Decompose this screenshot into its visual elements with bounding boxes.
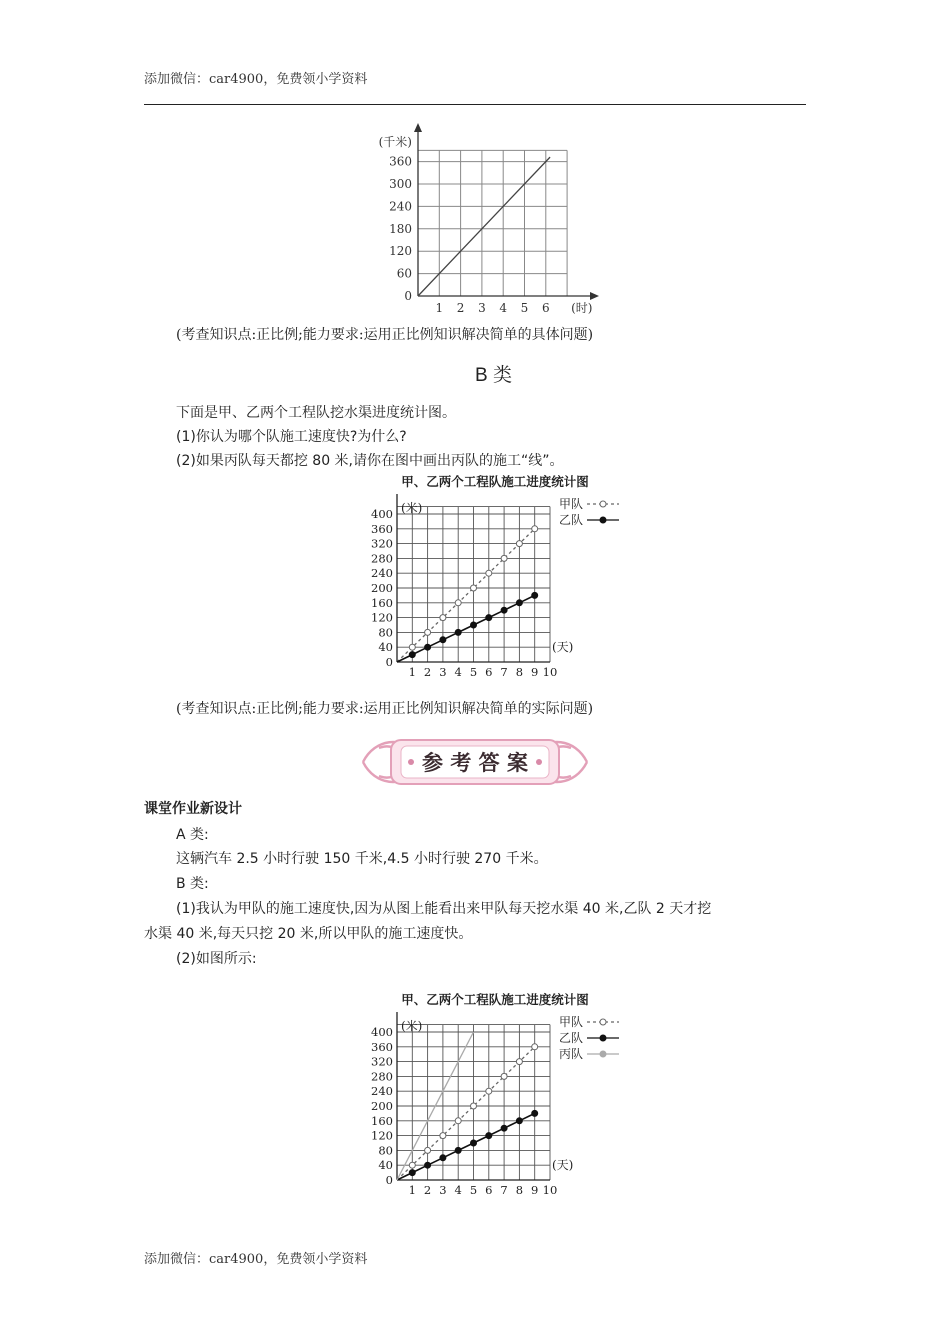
data-point-甲队: [532, 526, 538, 532]
y-tick-label: 360: [389, 154, 412, 169]
data-point-乙队: [471, 622, 477, 628]
data-point-甲队: [425, 1147, 431, 1153]
data-point-乙队: [455, 1147, 461, 1153]
legend-label: 甲队: [559, 1015, 584, 1029]
x-axis-label: (时): [571, 301, 593, 315]
data-point-甲队: [455, 1118, 461, 1124]
legend-marker: [600, 1051, 606, 1057]
x-tick-label: 2: [423, 1183, 432, 1197]
y-tick-label: 60: [396, 266, 412, 281]
x-tick-label: 1: [435, 301, 444, 315]
series-line-乙队: [397, 1113, 535, 1180]
y-tick-label: 160: [371, 1113, 393, 1128]
x-tick-label: 8: [515, 665, 524, 679]
data-point-甲队: [516, 1059, 522, 1065]
data-point-乙队: [455, 629, 461, 635]
x-tick-label: 6: [541, 301, 550, 315]
section-b-q2: (2)如果丙队每天都挖 80 米,请你在图中画出丙队的施工“线”。: [176, 453, 564, 469]
y-tick-label: 400: [371, 507, 393, 521]
y-tick-label: 120: [371, 610, 393, 625]
legend-label: 乙队: [559, 1031, 584, 1045]
y-tick-label: 120: [371, 1128, 393, 1143]
banner-dot-right: [536, 759, 542, 765]
x-tick-label: 5: [469, 1183, 478, 1197]
answers-b-label: B 类:: [176, 876, 209, 892]
chart-distance-time: [370, 120, 610, 320]
answer-banner: [355, 728, 595, 796]
y-tick-label: 80: [378, 625, 393, 640]
data-point-甲队: [425, 629, 431, 635]
x-tick-label: 6: [485, 665, 493, 679]
y-tick-label: 360: [371, 1039, 393, 1054]
y-tick-label: 400: [371, 1025, 393, 1039]
x-tick-label: 4: [499, 301, 508, 315]
x-tick-label: 9: [531, 1183, 539, 1197]
header-rule: [144, 104, 806, 105]
data-point-乙队: [532, 592, 538, 598]
x-tick-label: 4: [454, 1183, 462, 1197]
x-tick-label: 3: [478, 301, 486, 315]
data-point-甲队: [486, 570, 492, 576]
x-tick-label: 1: [408, 1183, 416, 1197]
data-point-乙队: [486, 1133, 492, 1139]
y-tick-label: 120: [389, 244, 412, 259]
data-point-乙队: [425, 1162, 431, 1168]
data-point-乙队: [440, 637, 446, 643]
x-axis-arrow: [590, 292, 599, 300]
y-tick-label: 240: [371, 1084, 393, 1099]
x-tick-label: 10: [542, 665, 558, 679]
banner-text: 参 考 答 案: [422, 750, 528, 775]
y-axis-label: (米): [401, 501, 423, 515]
legend-marker: [600, 1019, 606, 1025]
data-point-甲队: [440, 615, 446, 621]
section-b-q1: (1)你认为哪个队施工速度快?为什么?: [176, 429, 407, 445]
y-tick-label: 300: [389, 177, 412, 191]
y-tick-label: 320: [371, 536, 393, 551]
data-point-乙队: [501, 1125, 507, 1131]
answers-b1-line2: 水渠 40 米,每天只挖 20 米,所以甲队的施工速度快。: [144, 926, 473, 942]
data-point-甲队: [409, 1162, 415, 1168]
data-point-甲队: [532, 1044, 538, 1050]
y-tick-label: 280: [371, 1069, 393, 1084]
x-tick-label: 10: [542, 1183, 558, 1197]
y-tick-label: 200: [371, 1099, 393, 1113]
data-point-甲队: [440, 1133, 446, 1139]
data-point-乙队: [440, 1155, 446, 1161]
section-b-intro: 下面是甲、乙两个工程队挖水渠进度统计图。: [176, 405, 456, 421]
series-line-甲队: [397, 529, 535, 662]
data-point-甲队: [501, 1073, 507, 1079]
x-axis-label: (天): [552, 640, 574, 655]
x-tick-label: 7: [500, 1183, 508, 1197]
y-tick-label: 40: [378, 640, 393, 655]
footer-text: 添加微信：car4900，免费领小学资料: [144, 1252, 368, 1267]
data-point-乙队: [516, 600, 522, 606]
x-tick-label: 3: [439, 665, 447, 679]
y-tick-label: 160: [371, 595, 393, 610]
series-line: [418, 157, 550, 296]
x-tick-label: 4: [454, 665, 462, 679]
y-tick-label: 320: [371, 1054, 393, 1069]
x-tick-label: 2: [423, 665, 432, 679]
series-line-甲队: [397, 1047, 535, 1180]
y-tick-label: 0: [385, 655, 393, 669]
answers-title: 课堂作业新设计: [144, 801, 242, 817]
data-point-乙队: [409, 1170, 415, 1176]
legend-label: 甲队: [559, 497, 584, 511]
data-point-乙队: [516, 1118, 522, 1124]
note-2: (考查知识点:正比例;能力要求:运用正比例知识解决简单的实际问题): [176, 701, 594, 717]
x-tick-label: 3: [439, 1183, 447, 1197]
data-point-甲队: [501, 555, 507, 561]
data-point-甲队: [471, 585, 477, 591]
banner-dot-left: [408, 759, 414, 765]
x-tick-label: 9: [531, 665, 539, 679]
y-axis-arrow: [414, 123, 422, 132]
y-tick-label: 200: [371, 581, 393, 595]
data-point-乙队: [486, 615, 492, 621]
y-tick-label: 0: [404, 289, 412, 303]
answers-b2: (2)如图所示:: [176, 951, 257, 967]
legend-marker: [600, 517, 606, 523]
section-b-heading: B 类: [475, 365, 512, 386]
data-point-乙队: [501, 607, 507, 613]
x-tick-label: 8: [515, 1183, 524, 1197]
legend-label: 丙队: [559, 1047, 584, 1061]
header-text: 添加微信：car4900，免费领小学资料: [144, 72, 368, 87]
answers-b1-line1: (1)我认为甲队的施工速度快,因为从图上能看出来甲队每天挖水渠 40 米,乙队 2 天才挖: [176, 901, 712, 917]
note-1: (考查知识点:正比例;能力要求:运用正比例知识解决简单的具体问题): [176, 327, 594, 343]
x-axis-label: (天): [552, 1158, 574, 1173]
x-tick-label: 6: [485, 1183, 493, 1197]
answers-a-label: A 类:: [176, 827, 209, 843]
chart-progress-ab: [355, 472, 635, 684]
y-tick-label: 180: [389, 221, 412, 236]
legend-label: 乙队: [559, 513, 584, 527]
x-tick-label: 7: [500, 665, 508, 679]
legend-marker: [600, 501, 606, 507]
x-tick-label: 1: [408, 665, 416, 679]
y-tick-label: 240: [371, 566, 393, 581]
data-point-乙队: [471, 1140, 477, 1146]
data-point-甲队: [486, 1088, 492, 1094]
chart-progress-abc: [355, 990, 635, 1204]
y-tick-label: 240: [389, 199, 412, 214]
y-axis-label: (千米): [378, 135, 412, 149]
y-tick-label: 360: [371, 521, 393, 536]
data-point-甲队: [455, 600, 461, 606]
data-point-乙队: [409, 652, 415, 658]
y-tick-label: 0: [385, 1173, 393, 1187]
data-point-甲队: [516, 541, 522, 547]
data-point-乙队: [425, 644, 431, 650]
y-tick-label: 40: [378, 1158, 393, 1173]
y-tick-label: 280: [371, 551, 393, 566]
series-line-乙队: [397, 595, 535, 662]
chart-title: 甲、乙两个工程队施工进度统计图: [401, 474, 589, 489]
x-tick-label: 5: [520, 301, 529, 315]
chart-title: 甲、乙两个工程队施工进度统计图: [401, 992, 589, 1007]
x-tick-label: 2: [456, 301, 465, 315]
y-tick-label: 80: [378, 1143, 393, 1158]
data-point-乙队: [532, 1110, 538, 1116]
y-axis-label: (米): [401, 1019, 423, 1033]
data-point-甲队: [409, 644, 415, 650]
x-tick-label: 5: [469, 665, 478, 679]
answers-a-text: 这辆汽车 2.5 小时行驶 150 千米,4.5 小时行驶 270 千米。: [176, 851, 548, 867]
legend-marker: [600, 1035, 606, 1041]
data-point-甲队: [471, 1103, 477, 1109]
